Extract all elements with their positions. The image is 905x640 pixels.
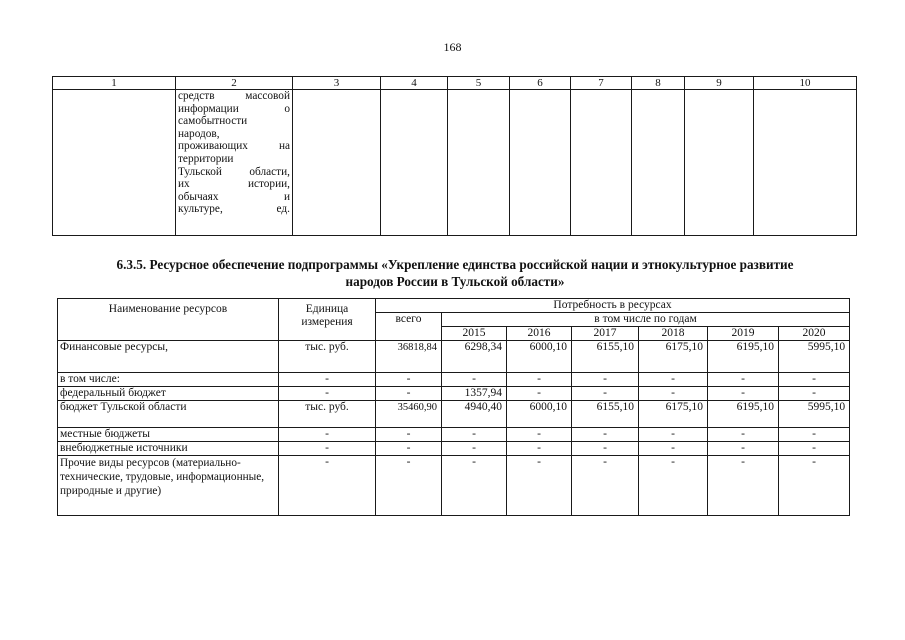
continuation-table xyxy=(52,76,857,236)
resource-year-value: 6298,34 xyxy=(442,341,507,373)
resource-total: - xyxy=(376,442,442,456)
description-line: самобытности xyxy=(178,115,248,128)
table-row xyxy=(58,387,850,401)
header-by-years: в том числе по годам xyxy=(442,313,850,327)
header-year: 2018 xyxy=(639,327,708,341)
table-row xyxy=(53,90,857,236)
resource-year-value: 6000,10 xyxy=(507,341,572,373)
table-row xyxy=(58,341,850,373)
resource-year-value: - xyxy=(779,456,850,516)
header-year: 2015 xyxy=(442,327,507,341)
resource-year-value: - xyxy=(442,428,507,442)
resource-year-value: 5995,10 xyxy=(779,341,850,373)
indicator-description xyxy=(176,90,293,236)
table-cell xyxy=(381,90,448,236)
description-line: их истории, xyxy=(178,178,290,191)
resource-year-value: - xyxy=(639,456,708,516)
resource-year-value: - xyxy=(507,456,572,516)
resource-total: - xyxy=(376,428,442,442)
resource-year-value: - xyxy=(708,456,779,516)
resource-year-value: - xyxy=(779,428,850,442)
description-line: информации о xyxy=(178,102,290,115)
resource-year-value: - xyxy=(708,373,779,387)
resource-unit: - xyxy=(279,428,376,442)
resource-year-value: - xyxy=(507,442,572,456)
resource-year-value: - xyxy=(779,442,850,456)
header-year: 2020 xyxy=(779,327,850,341)
resource-total: 35460,90 xyxy=(376,401,442,428)
description-line: территории xyxy=(178,152,234,165)
resource-year-value: - xyxy=(779,373,850,387)
resource-name: Прочие виды ресурсов (материально-технические, трудовые, информационные, природные и другие) xyxy=(58,456,279,516)
description-line: обычаях и xyxy=(178,190,290,203)
resource-name: Финансовые ресурсы, xyxy=(58,341,279,373)
resource-name: внебюджетные источники xyxy=(58,442,279,456)
resource-name: в том числе: xyxy=(58,373,279,387)
column-number: 4 xyxy=(381,77,448,90)
header-resource-name: Наименование ресурсов xyxy=(58,299,279,341)
resource-year-value: - xyxy=(507,428,572,442)
resource-year-value: - xyxy=(708,442,779,456)
section-heading-line: народов России в Тульской области» xyxy=(345,274,565,289)
resource-year-value: 6000,10 xyxy=(507,401,572,428)
resource-unit: тыс. руб. xyxy=(279,341,376,373)
header-year: 2019 xyxy=(708,327,779,341)
resource-name: местные бюджеты xyxy=(58,428,279,442)
resource-total: - xyxy=(376,456,442,516)
section-heading xyxy=(60,256,850,290)
resource-year-value: - xyxy=(708,428,779,442)
column-number: 10 xyxy=(754,77,857,90)
column-number: 8 xyxy=(632,77,685,90)
table-cell xyxy=(571,90,632,236)
resource-year-value: - xyxy=(572,442,639,456)
header-unit: Единица измерения xyxy=(279,299,376,341)
column-number: 5 xyxy=(448,77,510,90)
description-line: средств массовой xyxy=(178,90,290,102)
table-cell xyxy=(448,90,510,236)
header-year: 2016 xyxy=(507,327,572,341)
resource-year-value: 5995,10 xyxy=(779,401,850,428)
resource-year-value: - xyxy=(572,373,639,387)
resource-year-value: 6175,10 xyxy=(639,341,708,373)
resource-total: 36818,84 xyxy=(376,341,442,373)
resource-name: федеральный бюджет xyxy=(58,387,279,401)
resource-year-value: 4940,40 xyxy=(442,401,507,428)
header-total: всего xyxy=(376,313,442,341)
resource-year-value: - xyxy=(639,387,708,401)
table-cell xyxy=(293,90,381,236)
column-number: 1 xyxy=(53,77,176,90)
resource-total: - xyxy=(376,387,442,401)
resource-year-value: - xyxy=(708,387,779,401)
resource-unit: - xyxy=(279,373,376,387)
resource-year-value: - xyxy=(572,428,639,442)
resource-year-value: - xyxy=(507,373,572,387)
table-cell xyxy=(754,90,857,236)
table-row xyxy=(58,456,850,516)
table-row xyxy=(58,401,850,428)
resource-table xyxy=(57,298,850,516)
table-cell xyxy=(53,90,176,236)
description-line: проживающих на xyxy=(178,140,290,153)
description-line: народов, xyxy=(178,127,220,140)
resource-year-value: - xyxy=(442,442,507,456)
resource-unit: - xyxy=(279,456,376,516)
resource-year-value: - xyxy=(639,442,708,456)
resource-year-value: - xyxy=(639,373,708,387)
column-number-row xyxy=(53,77,857,90)
resource-year-value: - xyxy=(639,428,708,442)
resource-year-value: 1357,94 xyxy=(442,387,507,401)
resource-year-value: - xyxy=(572,387,639,401)
table-row xyxy=(58,442,850,456)
column-number: 2 xyxy=(176,77,293,90)
resource-year-value: - xyxy=(779,387,850,401)
resource-name: бюджет Тульской области xyxy=(58,401,279,428)
resource-year-value: - xyxy=(572,456,639,516)
resource-year-value: 6195,10 xyxy=(708,341,779,373)
column-number: 3 xyxy=(293,77,381,90)
description-line: Тульской области, xyxy=(178,165,290,178)
table-row xyxy=(58,373,850,387)
section-heading-line: 6.3.5. Ресурсное обеспечение подпрограммы «Укрепление единства российской нации и этнокультурное развитие xyxy=(116,257,794,272)
resource-year-value: 6195,10 xyxy=(708,401,779,428)
table-cell xyxy=(510,90,571,236)
resource-year-value: - xyxy=(442,373,507,387)
table-cell xyxy=(632,90,685,236)
resource-year-value: 6155,10 xyxy=(572,401,639,428)
resource-year-value: - xyxy=(442,456,507,516)
column-number: 6 xyxy=(510,77,571,90)
resource-year-value: - xyxy=(507,387,572,401)
description-line: культуре, ед. xyxy=(178,203,290,216)
resource-year-value: 6155,10 xyxy=(572,341,639,373)
resource-year-value: 6175,10 xyxy=(639,401,708,428)
table-cell xyxy=(685,90,754,236)
table-row xyxy=(58,428,850,442)
resource-total: - xyxy=(376,373,442,387)
resource-unit: тыс. руб. xyxy=(279,401,376,428)
header-need: Потребность в ресурсах xyxy=(376,299,850,313)
resource-unit: - xyxy=(279,442,376,456)
column-number: 7 xyxy=(571,77,632,90)
column-number: 9 xyxy=(685,77,754,90)
page-number: 168 xyxy=(443,40,462,54)
resource-unit: - xyxy=(279,387,376,401)
header-year: 2017 xyxy=(572,327,639,341)
